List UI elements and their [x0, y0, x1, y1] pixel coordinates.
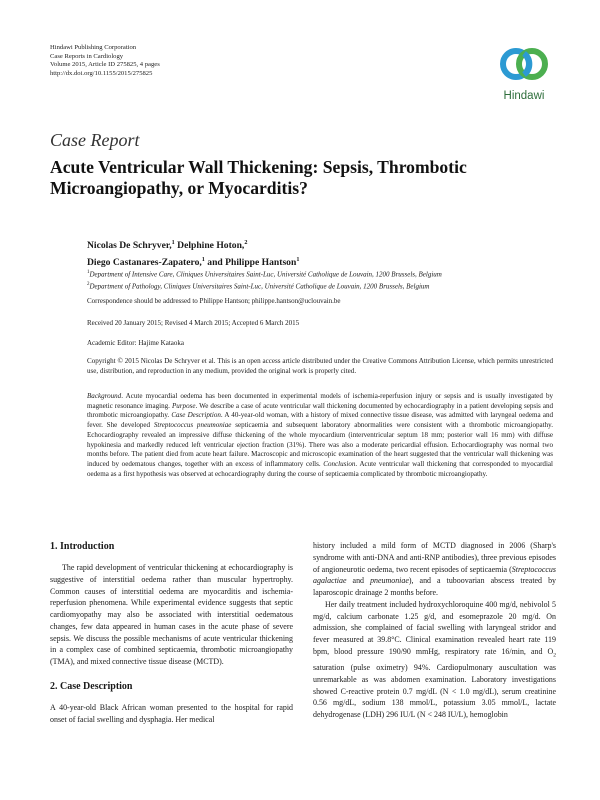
paragraph: [313, 540, 556, 599]
affiliation-number: 1: [87, 270, 90, 275]
author-name: Nicolas De Schryver,: [87, 240, 172, 252]
copyright-notice: Copyright © 2015 Nicolas De Schryver et al. This is an open access article distributed under the Creative Commons Attribution License, which permits unrestricted use, distribution, and reproduction in any medium, provided the original work is properly cited.: [87, 357, 553, 375]
article-type: Case Report: [50, 130, 140, 150]
abstract-text: . A 40-year-old woman, with a history of mixed connective tissue disease, was admitted with laryngeal oedema and fever. She developed: [87, 411, 553, 430]
hindawi-logo: [492, 34, 556, 110]
author-list: [87, 236, 557, 270]
academic-editor: Academic Editor: Hajime Kataoka: [87, 339, 184, 347]
publisher-name: Hindawi Publishing Corporation: [50, 44, 137, 51]
author-affiliation-mark: 1: [201, 256, 205, 264]
hindawi-logo-icon: [492, 34, 556, 90]
body-right-column: [313, 540, 556, 721]
affiliation-item: [87, 268, 557, 280]
organism-name: Streptococcus pneumoniae: [153, 421, 232, 430]
abstract-text: . We describe a case of acute ventricular wall thickening documented by echocardiography in a patient developing sepsis and thrombotic microangiopathy.: [87, 401, 554, 420]
section-heading-introduction: 1. Introduction: [50, 541, 115, 552]
abstract-label-background: Background: [87, 392, 122, 400]
paragraph-text: Her daily treatment included hydroxychloroquine 400 mg/d, nebivolol 5 mg/d, calcium carbonate 1.25 g/d, and esomeprazole 20 mg/d. On admission, she complained of facial swelling with laryngeal stridor and fever measured at 39.8°C. Clinical examination revealed heart rate 119 bpm, blood pressure 190/90 mmHg, respiratory rate 16/min, and O: [313, 599, 556, 656]
article-title: Acute Ventricular Wall Thickening: Sepsis, Thrombotic Microangiopathy, or Myocarditis?: [50, 157, 467, 198]
author-affiliation-mark: 1: [171, 239, 175, 246]
abstract: [87, 392, 553, 479]
section-heading-case-description: 2. Case Description: [50, 680, 133, 692]
affiliation-number: 2: [87, 281, 90, 287]
logo-wordmark: Hindawi: [503, 90, 545, 102]
body-left-column: [50, 540, 293, 725]
paragraph-text: ), and a tuboovarian abscess treated by laparoscopic drainage 2 months before.: [313, 576, 557, 597]
affiliations: [87, 268, 557, 292]
volume-info: Volume 2015, Article ID 275825, 4 pages: [50, 61, 160, 69]
affiliation-text: Department of Intensive Care, Cliniques Universitaires Saint-Luc, Université Catholique de Louvain, 1200 Brussels, Belgium: [89, 270, 442, 279]
affiliation-text: Department of Pathology, Cliniques Universitaires Saint-Luc, Université Catholique de Louvain, 1200 Brussels, Belgium: [89, 282, 430, 291]
subscript: 2: [553, 652, 556, 659]
author-name: Delphine Hoton,: [177, 240, 245, 252]
article-dates: Received 20 January 2015; Revised 4 March 2015; Accepted 6 March 2015: [87, 319, 300, 327]
paragraph: A 40-year-old Black African woman presented to the hospital for rapid onset of facial swelling and dysphagia. Her medical: [50, 702, 293, 724]
abstract-label-purpose: Purpose: [171, 401, 196, 410]
abstract-label-conclusion: Conclusion: [323, 459, 356, 468]
organism-name: Streptococcus agalactiae: [313, 564, 556, 586]
author-affiliation-mark: 2: [244, 239, 248, 246]
abstract-text: . Acute myocardial oedema has been documented in experimental models of ischemia-reperfusion injury or sepsis and is usually investigated by magnetic resonance imaging.: [87, 392, 553, 410]
author-name: and Philippe Hantson: [207, 257, 297, 269]
author-name: Diego Castanares-Zapatero,: [87, 257, 202, 269]
paragraph-text: and: [346, 576, 371, 586]
author-affiliation-mark: 1: [296, 256, 300, 264]
organism-name: pneumoniae: [370, 576, 409, 586]
paragraph-text: saturation (pulse oximetry) 94%. Cardiopulmonary auscultation was unremarkable as was abdomen examination. Laboratory investigations showed C-reactive protein 0.7 mg/dL (N < 1.0 mg/dL), serum creatinine 0.56 mg/dL, sodium 138 mmol/L, potassium 3.05 mmol/L, lactate dehydrogenase (LDH) 296 IU/L (N < 248 IU/L), hemoglobin: [313, 663, 556, 720]
paragraph: The rapid development of ventricular thickening at echocardiography is suggestive of interstitial oedema rather than muscular hypertrophy. Common causes of interstitial oedema are myocarditis and ischemia-reperfusion phenomena. While experimental evidence suggests that septic cardiomyopathy may also be associated with interstitial oedematous changes, few data appeared in human cases in the acute phase of severe sepsis. We discuss the possible mechanisms of acute ventricular thickening in a complex case of combined septicaemia, thrombotic microangiopathy (TMA), and mixed connective tissue disease (MCTD).: [50, 563, 293, 666]
doi-link[interactable]: http://dx.doi.org/10.1155/2015/275825: [50, 69, 153, 77]
abstract-text: . Acute ventricular wall thickening that corresponded to myocardial oedema as a first hypothesis was observed at echocardiography during the course of septicaemia complicated by thrombotic microangiopathy.: [87, 459, 553, 478]
affiliation-item: [87, 280, 557, 292]
paragraph: [313, 599, 556, 721]
publication-info: [50, 44, 160, 78]
journal-name: Case Reports in Cardiology: [50, 52, 124, 60]
abstract-label-case: Case Description: [171, 411, 221, 420]
paragraph-text: history included a mild form of MCTD diagnosed in 2006 (Sharp's syndrome with anti-DNA and anti-RNP antibodies), three previous episodes of angioneurotic oedema, two recent episodes of septicaemia (: [313, 541, 556, 574]
abstract-text: septicaemia and subsequent laboratory abnormalities were consistent with a thrombotic microangiopathy. Echocardiography revealed an impressive diffuse thickening of the whole myocardium (interventricular septum 18 mm; posterior wall 16 mm) with diffuse hypokinesia and markedly reduced left ventricular ejection fraction (31%). There was also a moderate pericardial effusion. Echocardiography was normal two months before. The patient died from acute heart failure. Macroscopic and microscopic examination of the heart suggested that the ventricular wall thickening was induced by oedematous changes, together with an excess of inflammatory cells.: [87, 421, 553, 468]
correspondence: Correspondence should be addressed to Philippe Hantson; philippe.hantson@uclouvain.be: [87, 297, 341, 305]
